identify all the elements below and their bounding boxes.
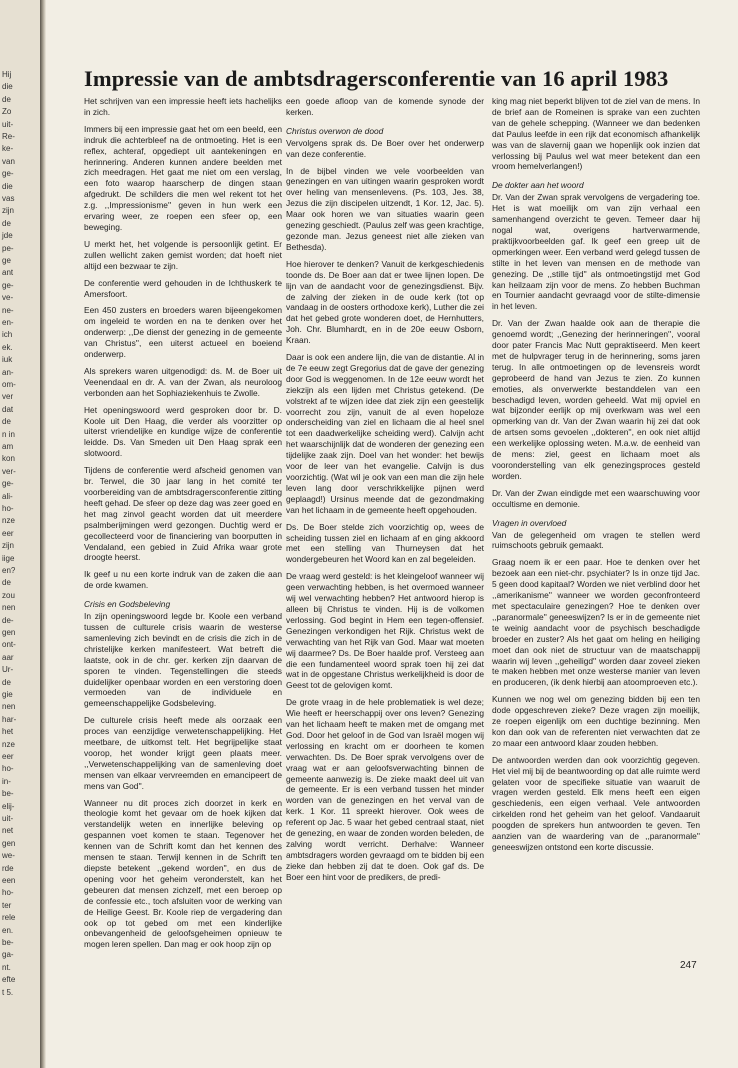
facing-page-fragment: rele (2, 913, 16, 923)
article-title: Impressie van de ambtsdragersconferentie van 16 april 1983 (84, 66, 669, 91)
paragraph: Immers bij een impressie gaat het om een beeld, een indruk die achterbleef na de ontmoeting. Het is een reflex, achteraf, opgediept uit aantekeningen en herinnering. Anderen kunnen andere beelden met zich meedragen. Het gaat me niet om een verslag, een foto waarop haarscherp de dingen staan afgedrukt. De schilders die men wel rekent tot het z.g. ,,Impressionisme'' geven in hun werk een ervaring weer, ze roepen een sfeer op, een beweging. (84, 123, 282, 232)
facing-page-fragment: uit- (2, 814, 14, 823)
facing-page-fragment: gen (2, 628, 16, 637)
facing-page-fragment: en? (2, 566, 16, 575)
facing-page-fragment: ge- (2, 169, 14, 179)
facing-page-fragment: nen (2, 702, 16, 712)
facing-page-fragment: ont- (2, 640, 16, 650)
facing-page-fragment: pe- (2, 243, 14, 253)
facing-page-fragment: die (2, 181, 13, 191)
section-heading: Crisis en Godsbeleving (84, 599, 171, 610)
facing-page-fragment: nze (2, 516, 15, 526)
facing-page-fragment: ve- (2, 293, 14, 303)
facing-page-fragment: nen (2, 603, 16, 613)
paragraph: Hoe hierover te denken? Vanuit de kerkgeschiedenis toonde ds. De Boer aan dat er twee lijnen lopen. De lijn van de aandacht voor de genezingsdienst. Bijv. de zalving der zieken in de oude kerk (tot op vandaag in de oosters orthodoxe kerk), Luther die zei dat het gebed grote wonderen doet, de Hernhutters, Joh. Chr. Blumhardt, en in de 20e eeuw Osborn, Kraan. (286, 258, 484, 346)
facing-page-fragment: kon (2, 454, 15, 464)
facing-page-fragment: de- (2, 615, 14, 625)
column-2 (286, 96, 484, 956)
section-heading: Vragen in overvloed (492, 517, 567, 528)
paragraph: Vervolgens sprak ds. De Boer over het onderwerp van deze conferentie. (286, 137, 484, 159)
facing-page-fragment: zou (2, 590, 15, 600)
facing-page-fragment: en- (2, 318, 14, 327)
facing-page-fragment: gen (2, 838, 16, 848)
facing-page-fragment: ne- (2, 305, 14, 315)
column-3 (492, 96, 700, 956)
facing-page-fragment: vas (2, 194, 15, 203)
paragraph: Kunnen we nog wel om genezing bidden bij een ten dode opgeschreven zieke? Deze vragen zijn moeilijk, ze roepen eigenlijk om een duchtige bezinning. Men kon dan ook van de referenten niet verwachten dat ze zo maar een antwoord klaar zouden hebben. (492, 694, 700, 748)
paragraph: Van de gelegenheid om vragen te stellen werd ruimschoots gebruik gemaakt. (492, 529, 700, 551)
paragraph: Dr. Van der Zwan sprak vervolgens de vergadering toe. Het is wat moeilijk om van zijn verhaal een samenhangend overzicht te geven. Temeer daar hij nogal wat, overigens hartverwarmende, praktijkvoorbeelden gaf. Ik geef een greep uit de opmerkingen weer. Een verband werd gelegd tussen de stilte in het leven van mensen en de methode van genezing. De ,,stille tijd'' als ontmoetingstijd met God kan heilzaam zijn voor de mens. Zo hebben Buchman en Tournier aandacht gevraagd voor de stilte-dimensie in het leven. (492, 192, 700, 312)
paragraph: Als sprekers waren uitgenodigd: ds. M. de Boer uit Veenendaal en dr. A. van der Zwan, als neuroloog verbonden aan het Sophiaziekenhuis te Zwolle. (84, 365, 282, 398)
facing-page-fragment: van (2, 156, 15, 166)
facing-page-fragment: ho- (2, 504, 14, 513)
facing-page-fragment: n in (2, 429, 15, 439)
facing-page-fragment: iige (2, 553, 15, 563)
paragraph: De grote vraag in de hele problematiek is wel deze; Wie heeft er heerschappij over ons leven? Genezing van het lichaam heeft te maken met de omgang met God. Door het geloof in de God van Israël mogen wij verlossing en kracht om er doorheen te komen verwachten. Ds. De Boer sprak vervolgens over de vraag wat er aan geloofsverwachting binnen de gemeente aanwezig is. De zieke maakt deel uit van de gemeente. Er is een verband tussen het minder worden van de genezingen en het verval van de kerk. 1 Kor. 11 spreekt hierover. Ook wees de referent op Jac. 5 waar het gebed centraal staat, niet de genezing, en waar de zonden worden beleden, de zalving wordt verricht. Derhalve: Wanneer ambtsdragers worden gevraagd om te bidden bij een zieke dan hebben zij dat te doen. Ook gaf ds. De Boer een hint voor de predikers, de predi- (286, 697, 484, 882)
facing-page-fragment: efte (2, 975, 16, 985)
paragraph: Een 450 zusters en broeders waren bijeengekomen om ingeleid te worden en na te denken over het onderwerp: ,,De dienst der genezing in de gemeente van Christus'', een uiterst actueel en boeiend onderwerp. (84, 305, 282, 360)
facing-page-fragment: de (2, 94, 11, 104)
paragraph: een goede afloop van de komende synode der kerken. (286, 96, 484, 117)
facing-page-fragment: zijn (2, 541, 15, 551)
facing-page-fragment: ali- (2, 491, 13, 501)
paragraph: In zijn openingswoord legde br. Koole een verband tussen de culturele crisis waarin de westerse samenleving zich bevindt en de crisis die zich in de christelijke kerken manifesteert. Wat betreft die laatste, ook in de chr. ger. kerken zijn daarvan de sporen te vinden. Tegenstellingen die steeds duidelijker openbaar worden en een verstoring doen vermoeden van de individuele en gemeenschappelijke Godsbeleving. (84, 611, 282, 709)
paragraph: Daar is ook een andere lijn, die van de distantie. Al in de 7e eeuw zegt Gregorius dat de gave der genezing door God is weggenomen. In de 12e eeuw wordt het ziekzijn als een lijden met Christus getekend. (De volstrekt af te wijzen idee dat ziek zijn een geestelijk voorrecht zou zijn, vanuit de al even hopeloze onderscheiding van ziel en lichaam die al heel snel tot een daadwerkelijke scheiding werd). Calvijn acht het waarschijnlijk dat de wonderen der genezing een tijdelijke zaak zijn. Doel van het wonder: het bewijs voor de leer van het evangelie. Calvijn is dus voorzichtig. (Wat wil je ook van een man die zijn hele leven lang door verschrikkelijke pijnen werd geplaagd!) Ursinus meende dat de gezondmaking van het lichaam in de gemeente heeft opgehouden. (286, 352, 484, 515)
facing-page-fragment: iuk (2, 355, 13, 365)
column-1 (84, 96, 282, 956)
paragraph: De conferentie werd gehouden in de Ichthuskerk te Amersfoort. (84, 277, 282, 299)
facing-page-fragment: jde (2, 231, 13, 241)
facing-page-fragment: am (2, 442, 14, 451)
facing-page-fragment: de (2, 578, 11, 588)
facing-page-fragment: Ur- (2, 665, 14, 675)
paragraph: Het openingswoord werd gesproken door br. D. Koole uit Den Haag, die verder als voorzitter op uiterst vriendelijke en kundige wijze de conferentie leidde. Ds. Van Smeden uit Den Haag sprak een slotwoord. (84, 404, 282, 459)
facing-page-fragment: elij- (2, 801, 15, 811)
facing-page-fragment: en. (2, 925, 14, 935)
facing-page-fragment: har- (2, 714, 17, 724)
facing-page-fragment: ge (2, 256, 11, 265)
facing-page-fragment: zijn (2, 206, 15, 216)
facing-page-fragment: in- (2, 776, 11, 786)
facing-page-fragment: eer (2, 528, 14, 538)
facing-page-fragment: t 5. (2, 987, 14, 997)
facing-page-fragment: het (2, 727, 14, 737)
section-heading: Christus overwon de dood (286, 125, 384, 136)
paragraph: Dr. Van der Zwan haalde ook aan de therapie die genoemd wordt; ,,Genezing der herinneringen'', vooral door pater Francis Mac Nutt gepraktiseerd. Men keert met de hulpvrager terug in de herinnering, soms jaren terug. In alle ontmoetingen op de levensreis wordt geprobeerd de hand van Jezus te zien. Zo kunnen emoties, als onverwerkte bestanddelen van een beschadigd leven, worden geheeld. Wat mij opviel en wat bijzonder eerlijk op mij overkwam was wel een opmerking van dr. Van der Zwan waarin hij zei dat ook de artsen soms gevoelen ,,dokteren'', en ook niet altijd een werkelijke oplossing weten. M.a.w. de eenheid van de mens: ziel, geest en lichaam moet als vooronderstelling van elk genezingsproces gesteld worden. (492, 318, 700, 481)
facing-page-fragment: ge- (2, 280, 14, 290)
facing-page-fragment: ver- (2, 466, 16, 476)
facing-page-fragment: ge- (2, 479, 14, 489)
facing-page-fragment: Re- (2, 132, 15, 141)
facing-page-fragment: ga- (2, 950, 14, 960)
facing-page-fragment: we- (2, 851, 15, 861)
paragraph: U merkt het, het volgende is persoonlijk getint. Er zullen wellicht zaken gemist worden; dat hoeft niet altijd een bezwaar te zijn. (84, 238, 282, 271)
facing-page-strip (0, 0, 41, 1068)
facing-page-fragment: de (2, 218, 11, 228)
facing-page-fragment: be- (2, 938, 14, 947)
facing-page-fragment: be- (2, 789, 14, 799)
facing-page-fragment: ke- (2, 144, 14, 154)
facing-page-fragment: ho- (2, 764, 14, 774)
paragraph: De vraag werd gesteld: is het kleingeloof wanneer wij geen verwachting hebben, is het overmoed wanneer wij wel verwachting hebben? Het antwoord hierop is alleen bij Christus te vinden. Hij is de volkomen verlossing. God begint in Hem een tegen-offensief. Genezingen verkondigen het Rijk. Christus wekt de verwachting van het Rijk van God. Maar wat moeten wij daarmee? Ds. De Boer haalde prof. Versteeg aan die een fundamenteel woord sprak toen hij zei dat wat in de opgestane Christus werkelijkheid is door de Geest tot de gelovigen komt. (286, 571, 484, 691)
facing-page-fragment: ek. (2, 342, 13, 352)
paragraph: Dr. Van der Zwan eindigde met een waarschuwing voor occultisme en demonie. (492, 487, 700, 509)
facing-page-fragment: an- (2, 367, 14, 377)
facing-page-fragment: net (2, 826, 14, 836)
page-number: 247 (680, 960, 697, 971)
facing-page-fragment: eer (2, 752, 14, 761)
facing-page-fragment: nze (2, 739, 15, 749)
facing-page-fragment: rde (2, 863, 14, 873)
facing-page-fragment: gie (2, 690, 13, 699)
paragraph: In de bijbel vinden we vele voorbeelden van genezingen en van uitingen waarin gesproken wordt over heling van mensenlevens. (Ps. 103, Jes. 38, Jezus die zijn discipelen uitzendt, 1 Kor. 12, Jac. 5). Maar ook horen we van situaties waarin geen genezing geschiedt. (Paulus zelf was geen krachtige, gezonde man. Jezus geneest niet alle zieken van Bethesda). (286, 165, 484, 252)
facing-page-fragment: uit- (2, 119, 14, 129)
facing-page-fragment: ich (2, 330, 13, 340)
paragraph: king mag niet beperkt blijven tot de ziel van de mens. In de brief aan de Romeinen is sprake van een zuchten van de gehele schepping. (Wanneer we dan bedenken dat Paulus leefde in een rijk dat economisch afhankelijk was van de slavernij gaan we hopenlijk ook inzien dat verlossing bij Paulus wel wat meer betekent dan een vroom hemelverlangen!) (492, 96, 700, 172)
paragraph: De antwoorden werden dan ook voorzichtig gegeven. Het viel mij bij de beantwoording op dat alle ruimte werd gelaten voor de specifieke situatie van waaruit de vragen werden gesteld. Elk mens heeft een eigen geschiedenis, een eigen verhaal. Vele antwoorden cirkelden rond het geheim van het geloof. Vandaaruit poogden de sprekers hun antwoorden te geven. Ten aanzien van de waardering van de ,,paranormale'' geneeswijzen ontstond een korte discussie. (492, 754, 700, 852)
facing-page-fragment: aar (2, 652, 14, 662)
section-heading: De dokter aan het woord (492, 180, 584, 191)
paragraph: Wanneer nu dit proces zich doorzet in kerk en theologie komt het gevaar om de hoek kijken dat verstandelijk weten en innerlijke beleving op gespannen voet komen te staan. Tegenover het kennen van de Schrift komt dan het kennen des mensen te staan. Terwijl kennen in de Schrift ten diepste betekent ,,gekend worden'', en dus de opening voor het geheim veronderstelt, kan het gebeuren dat mensen zichzelf, met een beroep op de confessie etc., toch afsluiten voor de werking van de Heilige Geest. Br. Koole riep de vergadering dan ook op tot gebed om met een kinderlijke onbevangenheid de geloofsgeheimen opnieuw te mogen leren spellen. Dan mag er ook hoop zijn op (84, 797, 282, 950)
facing-page-fragment: Zo (2, 107, 12, 117)
facing-page-fragment: ant (2, 268, 14, 278)
facing-page-fragment: ter (2, 900, 12, 910)
paragraph: Ds. De Boer stelde zich voorzichtig op, wees de scheiding tussen ziel en lichaam af en ging akkoord met een stelling van Thurneysen dat het wondergebeuren het Woord kan en zal begeleiden. (286, 521, 484, 565)
paragraph: Graag noem ik er een paar. Hoe te denken over het bezoek aan een niet-chr. psychiater? Is in onze tijd Jac. 5 geen dood kapitaal? Worden we niet verblind door het ,,amerikanisme'' wanneer we worden geconfronteerd met spectaculaire genezingen? Hoe te denken over ,,paranormale'' geneeswijzen? Is er in de gemeente niet te weinig aandacht voor de psychisch beschadigde broeder en zuster? Als het gaat om heling en heiliging moet dan ook niet de structuur van de maatschappij waarin wij leven ,,geheiligd'' worden daar zoveel zieken te maken hebben met onze westerse manier van leven en produceren, (ik denk hierbij aan atoomproeven etc.). (492, 557, 700, 688)
page (46, 0, 738, 1068)
paragraph: De culturele crisis heeft mede als oorzaak een proces van eenzijdige verwetenschappelijking. Het meetbare, de uitkomst telt. Het begrijpelijke staat voorop, het wonder krijgt geen plaats meer. ,,Verwetenschappelijking van de samenleving doet mensen van elkaar vervreemden en emancipeert de mens van God''. (84, 715, 282, 791)
facing-page-fragment: nt. (2, 962, 11, 972)
facing-page-fragment: een (2, 876, 16, 885)
facing-page-fragment: die (2, 82, 13, 92)
facing-page-fragment: Hij (2, 70, 12, 79)
paragraph: Het schrijven van een impressie heeft iets hachelijks in zich. (84, 96, 282, 117)
facing-page-fragment: de (2, 417, 11, 427)
facing-page-fragment: de (2, 677, 11, 687)
facing-page-fragment: om- (2, 380, 16, 389)
facing-page-fragment: dat (2, 404, 14, 414)
facing-page-fragment: ho- (2, 888, 14, 898)
paragraph: Tijdens de conferentie werd afscheid genomen van br. Terwel, die 30 jaar lang in het comité ter voorbereiding van de ambtsdragersconferentie zitting heeft gehad. De sfeer op deze dag was zeer goed en het mag zinvol geacht worden dat uit meerdere psalmberijmingen werd gezongen. Duchtig werd er gecollecteerd voor de financiering van boorputten in Vendaland, een gebied in Zuid Afrika waar grote droogte heerst. (84, 465, 282, 563)
paragraph: Ik geef u nu een korte indruk van de zaken die aan de orde kwamen. (84, 569, 282, 591)
facing-page-fragment: ver (2, 392, 14, 402)
